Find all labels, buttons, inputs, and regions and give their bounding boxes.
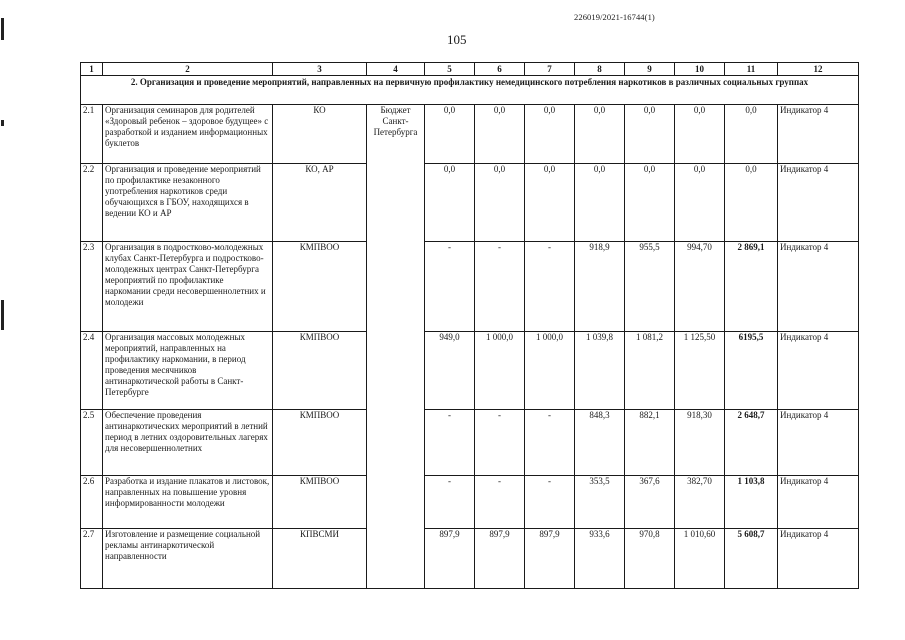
scan-edge-marks	[0, 0, 6, 640]
activity-name: Разработка и издание плакатов и листовок, направленных на повышение уровня информированности молодежи	[103, 476, 273, 529]
indicator: Индикатор 4	[778, 105, 859, 164]
value-col7: 0,0	[525, 164, 575, 242]
indicator: Индикатор 4	[778, 410, 859, 476]
column-header: 1	[81, 63, 103, 76]
value-col8: 353,5	[575, 476, 625, 529]
value-col9: 882,1	[625, 410, 675, 476]
section-title: 2. Организация и проведение мероприятий, направленных на первичную профилактику немедицинского потребления наркотиков в различных социальных группах	[81, 76, 859, 105]
value-col10: 918,30	[675, 410, 725, 476]
value-col7: 0,0	[525, 105, 575, 164]
value-col5: 949,0	[425, 332, 475, 410]
column-header: 7	[525, 63, 575, 76]
row-number: 2.4	[81, 332, 103, 410]
indicator: Индикатор 4	[778, 476, 859, 529]
value-col5: 897,9	[425, 529, 475, 589]
table-row	[81, 105, 859, 164]
value-col5: -	[425, 476, 475, 529]
value-total: 2 869,1	[725, 242, 778, 332]
value-col7: -	[525, 410, 575, 476]
value-total: 2 648,7	[725, 410, 778, 476]
value-col5: 0,0	[425, 105, 475, 164]
value-col8: 918,9	[575, 242, 625, 332]
executor: КПВСМИ	[273, 529, 367, 589]
column-number-row	[81, 63, 859, 76]
column-header: 5	[425, 63, 475, 76]
value-col7: 897,9	[525, 529, 575, 589]
activity-name: Организация массовых молодежных мероприятий, направленных на профилактику наркомании, в период проведения месячников антинаркотической работы в Санкт-Петербурге	[103, 332, 273, 410]
column-header: 11	[725, 63, 778, 76]
column-header: 8	[575, 63, 625, 76]
value-col10: 994,70	[675, 242, 725, 332]
value-col6: 1 000,0	[475, 332, 525, 410]
table-row	[81, 332, 859, 410]
value-col9: 0,0	[625, 164, 675, 242]
value-col7: -	[525, 476, 575, 529]
column-header: 12	[778, 63, 859, 76]
activity-name: Организация в подростково-молодежных клубах Санкт-Петербурга и подростково-молодежных центрах Санкт-Петербурга мероприятий по профилактике наркомании среди несовершеннолетних и молодежи	[103, 242, 273, 332]
value-col9: 1 081,2	[625, 332, 675, 410]
value-col6: 0,0	[475, 164, 525, 242]
executor: КО, АР	[273, 164, 367, 242]
activity-name: Изготовление и размещение социальной рекламы антинаркотической направленности	[103, 529, 273, 589]
executor: КМПВОО	[273, 476, 367, 529]
indicator: Индикатор 4	[778, 332, 859, 410]
column-header: 10	[675, 63, 725, 76]
value-total: 1 103,8	[725, 476, 778, 529]
column-header: 2	[103, 63, 273, 76]
value-col10: 382,70	[675, 476, 725, 529]
funding-source: Бюджет Санкт-Петербурга	[367, 105, 425, 589]
value-total: 5 608,7	[725, 529, 778, 589]
value-col5: -	[425, 410, 475, 476]
document-code: 226019/2021-16744(1)	[574, 12, 655, 22]
value-col6: 0,0	[475, 105, 525, 164]
value-col6: -	[475, 476, 525, 529]
value-col8: 933,6	[575, 529, 625, 589]
row-number: 2.6	[81, 476, 103, 529]
column-header: 4	[367, 63, 425, 76]
row-number: 2.1	[81, 105, 103, 164]
value-col10: 0,0	[675, 105, 725, 164]
executor: КМПВОО	[273, 242, 367, 332]
indicator: Индикатор 4	[778, 164, 859, 242]
row-number: 2.3	[81, 242, 103, 332]
value-col9: 955,5	[625, 242, 675, 332]
executor: КО	[273, 105, 367, 164]
value-col9: 970,8	[625, 529, 675, 589]
activity-name: Обеспечение проведения антинаркотических мероприятий в летний период в летних оздоровительных лагерях для несовершеннолетних	[103, 410, 273, 476]
value-col8: 1 039,8	[575, 332, 625, 410]
value-col8: 0,0	[575, 105, 625, 164]
row-number: 2.2	[81, 164, 103, 242]
section-header-row	[81, 76, 859, 105]
table-row	[81, 164, 859, 242]
executor: КМПВОО	[273, 410, 367, 476]
value-col7: 1 000,0	[525, 332, 575, 410]
table-row	[81, 529, 859, 589]
column-header: 9	[625, 63, 675, 76]
activity-name: Организация и проведение мероприятий по профилактике незаконного употребления наркотиков среди обучающихся в ГБОУ, находящихся в ведении КО и АР	[103, 164, 273, 242]
executor: КМПВОО	[273, 332, 367, 410]
activity-name: Организация семинаров для родителей «Здоровый ребенок – здоровое будущее» с разработкой и изданием информационных буклетов	[103, 105, 273, 164]
value-col10: 1 125,50	[675, 332, 725, 410]
value-col8: 848,3	[575, 410, 625, 476]
table-row	[81, 476, 859, 529]
row-number: 2.7	[81, 529, 103, 589]
budget-table	[80, 62, 859, 589]
value-total: 0,0	[725, 164, 778, 242]
value-col6: 897,9	[475, 529, 525, 589]
table-row	[81, 242, 859, 332]
value-col10: 1 010,60	[675, 529, 725, 589]
value-col9: 0,0	[625, 105, 675, 164]
value-col9: 367,6	[625, 476, 675, 529]
value-col5: 0,0	[425, 164, 475, 242]
indicator: Индикатор 4	[778, 242, 859, 332]
indicator: Индикатор 4	[778, 529, 859, 589]
page-number: 105	[447, 32, 467, 47]
value-col6: -	[475, 242, 525, 332]
table-row	[81, 410, 859, 476]
column-header: 6	[475, 63, 525, 76]
value-total: 0,0	[725, 105, 778, 164]
value-col5: -	[425, 242, 475, 332]
value-col8: 0,0	[575, 164, 625, 242]
value-total: 6195,5	[725, 332, 778, 410]
value-col10: 0,0	[675, 164, 725, 242]
column-header: 3	[273, 63, 367, 76]
row-number: 2.5	[81, 410, 103, 476]
value-col6: -	[475, 410, 525, 476]
value-col7: -	[525, 242, 575, 332]
